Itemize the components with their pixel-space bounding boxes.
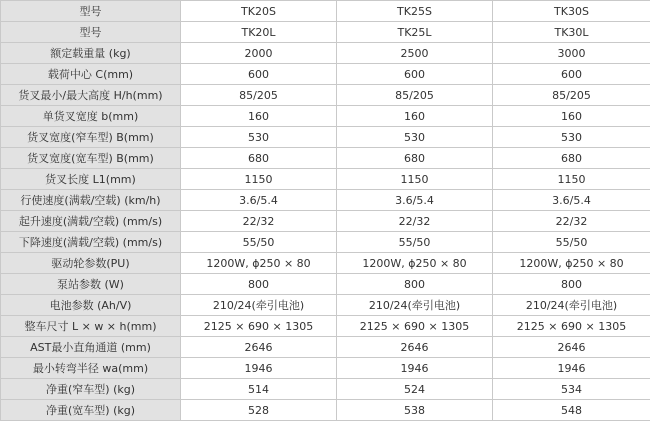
value-cell: TK20S <box>181 1 337 22</box>
table-row <box>1 64 650 85</box>
row-label: 货叉宽度(窄车型) B(mm) <box>1 127 181 148</box>
row-label: 电池参数 (Ah/V) <box>1 295 181 316</box>
value-cell: TK20L <box>181 22 337 43</box>
value-cell: 600 <box>337 64 493 85</box>
table-row <box>1 358 650 379</box>
value-cell: TK30L <box>493 22 650 43</box>
table-row <box>1 43 650 64</box>
value-cell: 530 <box>493 127 650 148</box>
spec-table-body <box>1 1 650 421</box>
table-row <box>1 169 650 190</box>
value-cell: 600 <box>493 64 650 85</box>
table-row <box>1 253 650 274</box>
value-cell: 1150 <box>181 169 337 190</box>
value-cell: 528 <box>181 400 337 421</box>
row-label: 行使速度(满载/空载) (km/h) <box>1 190 181 211</box>
value-cell: 210/24(牵引电池) <box>337 295 493 316</box>
row-label: 驱动轮参数(PU) <box>1 253 181 274</box>
value-cell: 2646 <box>337 337 493 358</box>
value-cell: 1200W, ϕ250 × 80 <box>181 253 337 274</box>
value-cell: 680 <box>493 148 650 169</box>
table-row <box>1 127 650 148</box>
row-label: 货叉长度 L1(mm) <box>1 169 181 190</box>
row-label: 下降速度(满载/空载) (mm/s) <box>1 232 181 253</box>
value-cell: 85/205 <box>493 85 650 106</box>
row-label: 整车尺寸 L × w × h(mm) <box>1 316 181 337</box>
table-row <box>1 106 650 127</box>
value-cell: 680 <box>337 148 493 169</box>
value-cell: 3.6/5.4 <box>181 190 337 211</box>
table-row <box>1 1 650 22</box>
value-cell: 1946 <box>337 358 493 379</box>
value-cell: 85/205 <box>337 85 493 106</box>
value-cell: 534 <box>493 379 650 400</box>
value-cell: 85/205 <box>181 85 337 106</box>
value-cell: 55/50 <box>337 232 493 253</box>
row-label: 额定载重量 (kg) <box>1 43 181 64</box>
value-cell: 530 <box>181 127 337 148</box>
value-cell: 2125 × 690 × 1305 <box>337 316 493 337</box>
table-row <box>1 379 650 400</box>
row-label: 单货叉宽度 b(mm) <box>1 106 181 127</box>
row-label: AST最小直角通道 (mm) <box>1 337 181 358</box>
value-cell: TK25S <box>337 1 493 22</box>
value-cell: 524 <box>337 379 493 400</box>
value-cell: 55/50 <box>493 232 650 253</box>
row-label: 净重(窄车型) (kg) <box>1 379 181 400</box>
row-label: 货叉宽度(宽车型) B(mm) <box>1 148 181 169</box>
value-cell: 22/32 <box>181 211 337 232</box>
value-cell: TK25L <box>337 22 493 43</box>
value-cell: 2125 × 690 × 1305 <box>493 316 650 337</box>
table-row <box>1 148 650 169</box>
value-cell: 800 <box>337 274 493 295</box>
value-cell: 2000 <box>181 43 337 64</box>
value-cell: 22/32 <box>493 211 650 232</box>
row-label: 型号 <box>1 22 181 43</box>
value-cell: 55/50 <box>181 232 337 253</box>
value-cell: 1200W, ϕ250 × 80 <box>337 253 493 274</box>
value-cell: 1200W, ϕ250 × 80 <box>493 253 650 274</box>
value-cell: 1946 <box>493 358 650 379</box>
value-cell: 210/24(牵引电池) <box>181 295 337 316</box>
value-cell: TK30S <box>493 1 650 22</box>
row-label: 净重(宽车型) (kg) <box>1 400 181 421</box>
table-row <box>1 85 650 106</box>
value-cell: 160 <box>181 106 337 127</box>
value-cell: 2125 × 690 × 1305 <box>181 316 337 337</box>
value-cell: 548 <box>493 400 650 421</box>
row-label: 起升速度(满载/空载) (mm/s) <box>1 211 181 232</box>
value-cell: 680 <box>181 148 337 169</box>
table-row <box>1 295 650 316</box>
value-cell: 2646 <box>181 337 337 358</box>
value-cell: 514 <box>181 379 337 400</box>
value-cell: 2646 <box>493 337 650 358</box>
table-row <box>1 274 650 295</box>
value-cell: 538 <box>337 400 493 421</box>
table-row <box>1 232 650 253</box>
row-label: 泵站参数 (W) <box>1 274 181 295</box>
table-row <box>1 400 650 421</box>
value-cell: 3.6/5.4 <box>337 190 493 211</box>
table-row <box>1 190 650 211</box>
value-cell: 160 <box>493 106 650 127</box>
value-cell: 210/24(牵引电池) <box>493 295 650 316</box>
value-cell: 3000 <box>493 43 650 64</box>
value-cell: 530 <box>337 127 493 148</box>
value-cell: 2500 <box>337 43 493 64</box>
row-label: 货叉最小/最大高度 H/h(mm) <box>1 85 181 106</box>
value-cell: 800 <box>493 274 650 295</box>
value-cell: 800 <box>181 274 337 295</box>
value-cell: 1150 <box>493 169 650 190</box>
value-cell: 1946 <box>181 358 337 379</box>
row-label: 载荷中心 C(mm) <box>1 64 181 85</box>
value-cell: 22/32 <box>337 211 493 232</box>
row-label: 最小转弯半径 wa(mm) <box>1 358 181 379</box>
table-row <box>1 211 650 232</box>
value-cell: 600 <box>181 64 337 85</box>
table-row <box>1 22 650 43</box>
value-cell: 3.6/5.4 <box>493 190 650 211</box>
value-cell: 160 <box>337 106 493 127</box>
table-row <box>1 316 650 337</box>
value-cell: 1150 <box>337 169 493 190</box>
table-row <box>1 337 650 358</box>
row-label: 型号 <box>1 1 181 22</box>
